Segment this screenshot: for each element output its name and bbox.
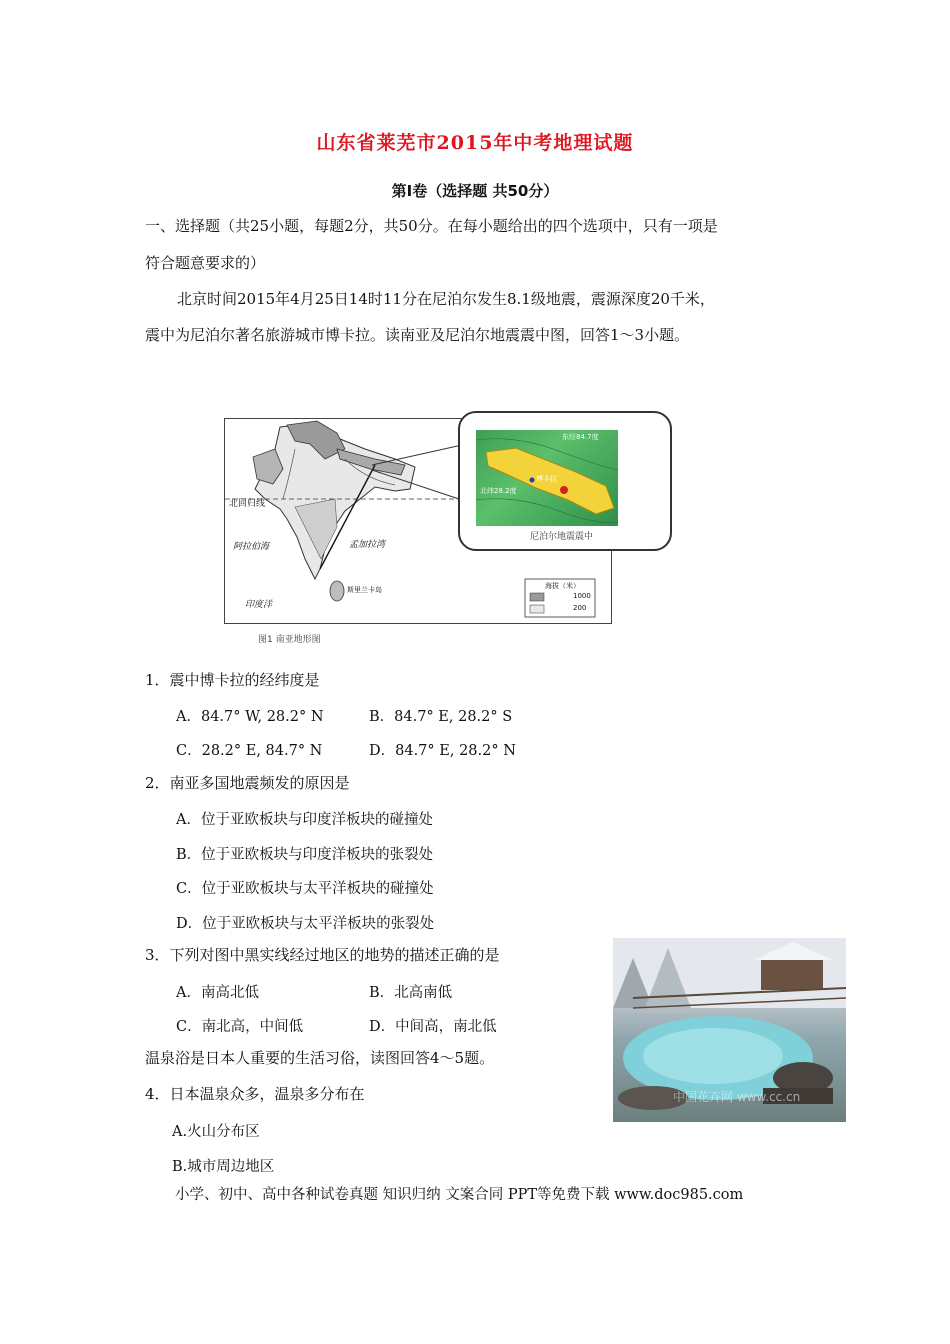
tropic-label: 北回归线 bbox=[229, 499, 266, 509]
legend-200: 200 bbox=[573, 604, 587, 612]
question-2-option-a: A．位于亚欧板块与印度洋板块的碰撞处 bbox=[176, 812, 433, 828]
question-2-option-b: B．位于亚欧板块与印度洋板块的张裂处 bbox=[176, 847, 434, 863]
question-2-option-d: D．位于亚欧板块与太平洋板块的张裂处 bbox=[176, 916, 435, 932]
inset-city-label: 博卡拉 bbox=[536, 475, 557, 483]
arabian-sea-label: 阿拉伯海 bbox=[233, 542, 270, 552]
question-3-stem: 3．下列对图中黑实线经过地区的地势的描述正确的是 bbox=[145, 946, 500, 964]
inset-lat-label: 北纬28.2度 bbox=[480, 487, 517, 495]
nepal-inset-map bbox=[476, 430, 618, 526]
question-3-option-c: C．南北高，中间低 bbox=[176, 1019, 304, 1035]
question-3-option-d: D．中间高，南北低 bbox=[369, 1019, 497, 1035]
figure1-caption: 图1 南亚地形图 bbox=[258, 635, 321, 645]
question-1-stem: 1．震中博卡拉的经纬度是 bbox=[145, 671, 320, 689]
hot-spring-photo bbox=[613, 938, 846, 1122]
question-2-option-c: C．位于亚欧板块与太平洋板块的碰撞处 bbox=[176, 881, 434, 897]
question-1-option-a: A．84.7° W, 28.2° N bbox=[176, 709, 324, 725]
photo-watermark: 中国花卉网 www.cc.cn bbox=[673, 1090, 801, 1104]
sri-lanka-label: 斯里兰卡岛 bbox=[347, 586, 382, 594]
question-1-option-b: B．84.7° E, 28.2° S bbox=[369, 709, 513, 725]
question-1-option-d: D．84.7° E, 28.2° N bbox=[369, 743, 516, 759]
passage-line1: 北京时间2015年4月25日14时11分在尼泊尔发生8.1级地震，震源深度20千米， bbox=[177, 290, 715, 308]
indian-ocean-label: 印度洋 bbox=[245, 600, 273, 610]
question-2-stem: 2．南亚多国地震频发的原因是 bbox=[145, 774, 350, 792]
question-3-option-a: A．南高北低 bbox=[176, 985, 259, 1001]
section-subtitle: 第Ⅰ卷（选择题 共50分） bbox=[391, 182, 559, 200]
page-title: 山东省莱芜市2015年中考地理试题 bbox=[316, 132, 634, 154]
question-4-stem: 4．日本温泉众多，温泉多分布在 bbox=[145, 1085, 365, 1103]
inset-caption: 尼泊尔地震震中 bbox=[530, 532, 594, 542]
inset-lon-label: 东经84.7度 bbox=[562, 433, 599, 441]
question-1-option-c: C．28.2° E, 84.7° N bbox=[176, 743, 323, 759]
legend-title: 海拔（米） bbox=[545, 582, 580, 590]
question-4-option-a: A.火山分布区 bbox=[172, 1124, 260, 1140]
footer-download-note: 小学、初中、高中各种试卷真题 知识归纳 文案合同 PPT等免费下载 www.doc985.com bbox=[175, 1187, 744, 1203]
question-3-option-b: B．北高南低 bbox=[369, 985, 453, 1001]
question-4-option-b: B.城市周边地区 bbox=[172, 1159, 275, 1175]
passage-line2: 震中为尼泊尔著名旅游城市博卡拉。读南亚及尼泊尔地震震中图，回答1～3小题。 bbox=[145, 326, 690, 344]
hot-spring-intro: 温泉浴是日本人重要的生活习俗，读图回答4～5题。 bbox=[145, 1049, 495, 1067]
legend-1000: 1000 bbox=[573, 592, 591, 600]
section-intro-line1: 一、选择题（共25小题，每题2分，共50分。在每小题给出的四个选项中，只有一项是 bbox=[145, 217, 718, 235]
section-intro-line2: 符合题意要求的） bbox=[145, 254, 266, 272]
bay-of-bengal-label: 孟加拉湾 bbox=[349, 540, 386, 550]
